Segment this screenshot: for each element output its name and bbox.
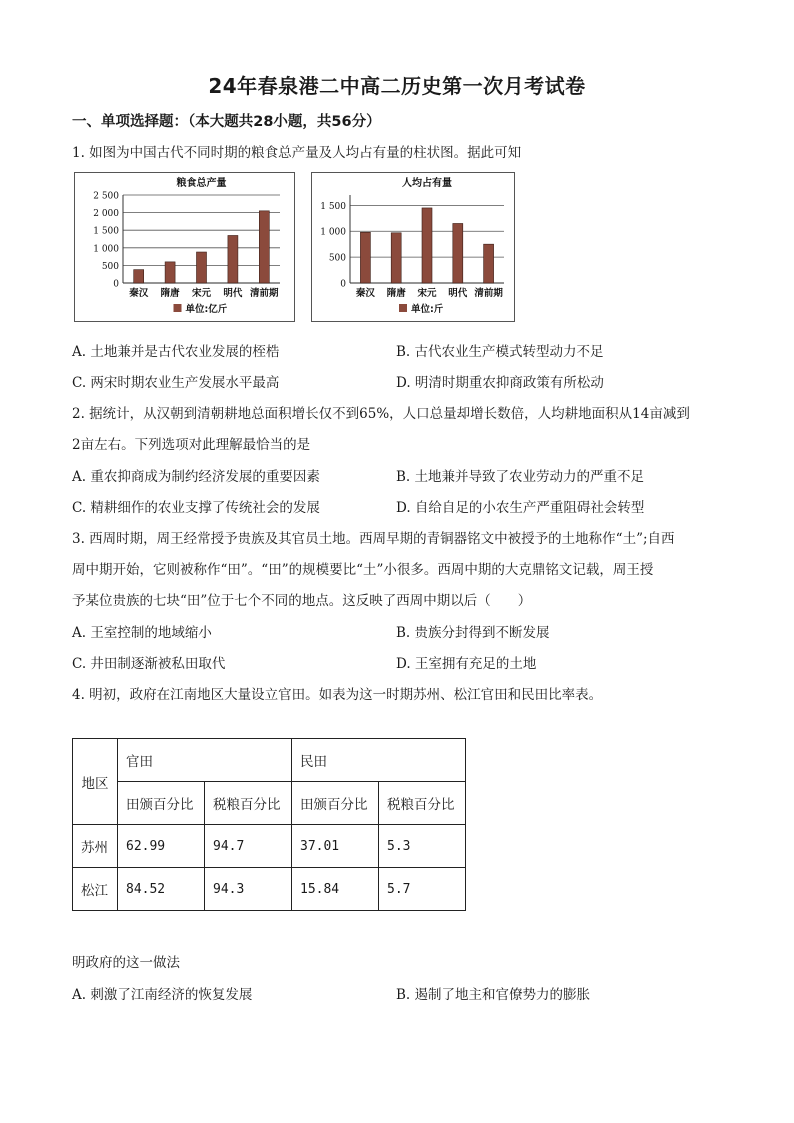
q2-option-c[interactable]: C. 精耕细作的农业支撑了传统社会的发展 [72, 500, 320, 516]
table-cell-region: 松江 [73, 868, 118, 911]
table-header-private-field: 民田 [292, 739, 466, 782]
legend-label: 单位:斤 [411, 304, 444, 315]
table-cell: 37.01 [292, 825, 379, 868]
y-tick-label: 500 [101, 261, 119, 272]
q2-option-d[interactable]: D. 自给自足的小农生产严重阻碍社会转型 [396, 500, 645, 516]
q1-stem: 1. 如图为中国古代不同时期的粮食总产量及人均占有量的柱状图。据此可知 [72, 145, 522, 161]
table-header-region: 地区 [73, 739, 118, 825]
y-tick-label: 1 000 [93, 244, 119, 255]
bar [134, 270, 144, 283]
q2-stem-line1: 2. 据统计，从汉朝到清朝耕地总面积增长仅不到65%，人口总量却增长数倍，人均耕地面积从14亩减到 [72, 406, 690, 422]
bar [422, 208, 432, 283]
q1-option-a[interactable]: A. 土地兼并是古代农业发展的桎梏 [72, 344, 280, 360]
q3-stem-line2: 周中期开始，它则被称作“田”。“田”的规模要比“土”小很多。西周中期的大克鼎铭文记载，周王授 [72, 562, 654, 578]
bar [484, 244, 494, 283]
legend-label: 单位:亿斤 [185, 304, 228, 315]
section-heading: 一、单项选择题：（本大题共28小题，共56分） [72, 114, 381, 130]
q3-option-c[interactable]: C. 井田制逐渐被私田取代 [72, 656, 226, 672]
q3-option-b[interactable]: B. 贵族分封得到不断发展 [396, 625, 550, 641]
table-subheader: 田颁百分比 [118, 782, 205, 825]
bar [453, 223, 463, 283]
x-tick-label: 隋唐 [386, 288, 406, 299]
bar [391, 233, 401, 283]
x-tick-label: 明代 [448, 288, 468, 299]
x-tick-label: 清前期 [250, 288, 279, 299]
table-subheader: 田颁百分比 [292, 782, 379, 825]
bar [360, 232, 370, 283]
q4-followup: 明政府的这一做法 [72, 955, 180, 971]
table-cell: 5.7 [379, 868, 466, 911]
q3-option-a[interactable]: A. 王室控制的地域缩小 [72, 625, 212, 641]
q4-field-ratio-table [72, 738, 466, 911]
bar [228, 235, 238, 283]
y-tick-label: 1 500 [93, 226, 119, 237]
x-tick-label: 隋唐 [160, 288, 180, 299]
q2-option-b[interactable]: B. 土地兼并导致了农业劳动力的严重不足 [396, 469, 645, 485]
legend-swatch [174, 304, 182, 312]
table-cell: 94.7 [205, 825, 292, 868]
x-tick-label: 宋元 [417, 288, 437, 299]
q3-stem-line1: 3. 西周时期，周王经常授予贵族及其官员土地。西周早期的青铜器铭文中被授予的土地称作“土”;自西 [72, 531, 675, 547]
q4-option-b[interactable]: B. 遏制了地主和官僚势力的膨胀 [396, 987, 591, 1003]
y-tick-label: 2 500 [93, 191, 119, 202]
table-header-official-field: 官田 [118, 739, 292, 782]
chart-per-capita [311, 172, 515, 322]
q4-stem: 4. 明初，政府在江南地区大量设立官田。如表为这一时期苏州、松江官田和民田比率表。 [72, 687, 603, 703]
table-cell-region: 苏州 [73, 825, 118, 868]
y-tick-label: 2 000 [93, 209, 119, 220]
q1-option-c[interactable]: C. 两宋时期农业生产发展水平最高 [72, 375, 280, 391]
y-tick-label: 500 [328, 253, 346, 264]
x-tick-label: 清前期 [474, 288, 503, 299]
y-tick-label: 1 500 [320, 201, 346, 212]
q1-option-b[interactable]: B. 古代农业生产模式转型动力不足 [396, 344, 604, 360]
legend-swatch [399, 304, 407, 312]
exam-title: 24年春泉港二中高二历史第一次月考试卷 [208, 74, 586, 98]
x-tick-label: 明代 [223, 288, 243, 299]
chart-total-output [74, 172, 295, 322]
table-subheader: 税粮百分比 [205, 782, 292, 825]
bar [259, 211, 269, 283]
table-cell: 15.84 [292, 868, 379, 911]
q1-option-d[interactable]: D. 明清时期重农抑商政策有所松动 [396, 375, 604, 391]
y-tick-label: 0 [113, 279, 119, 290]
q4-option-a[interactable]: A. 刺激了江南经济的恢复发展 [72, 987, 253, 1003]
table-subheader: 税粮百分比 [379, 782, 466, 825]
q3-stem-line3: 予某位贵族的七块“田”位于七个不同的地点。这反映了西周中期以后（ ） [72, 593, 532, 609]
table-cell: 5.3 [379, 825, 466, 868]
bar [165, 262, 175, 283]
chart-per-capita-svg [312, 173, 514, 321]
bar [197, 252, 207, 283]
chart-title: 人均占有量 [402, 178, 452, 189]
y-tick-label: 0 [340, 279, 346, 290]
table-cell: 84.52 [118, 868, 205, 911]
table-row [73, 868, 466, 911]
y-tick-label: 1 000 [320, 227, 346, 238]
table-row [73, 825, 466, 868]
chart-title: 粮食总产量 [176, 178, 227, 189]
q3-option-d[interactable]: D. 王室拥有充足的土地 [396, 656, 537, 672]
table-cell: 62.99 [118, 825, 205, 868]
table-cell: 94.3 [205, 868, 292, 911]
x-tick-label: 秦汉 [129, 288, 149, 299]
chart-total-output-svg [75, 173, 294, 321]
q2-stem-line2: 2亩左右。下列选项对此理解最恰当的是 [72, 437, 311, 453]
x-tick-label: 宋元 [191, 288, 212, 299]
x-tick-label: 秦汉 [355, 288, 375, 299]
q2-option-a[interactable]: A. 重农抑商成为制约经济发展的重要因素 [72, 469, 320, 485]
